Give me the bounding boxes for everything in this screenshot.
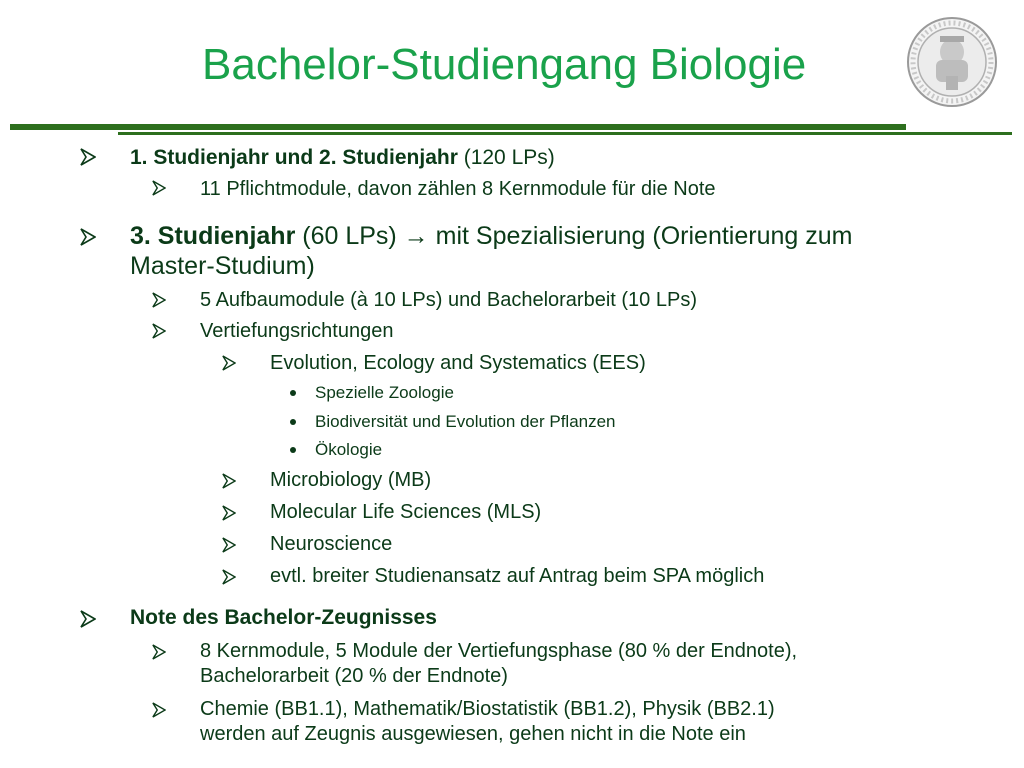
arrowhead-bullet-icon [152, 644, 166, 660]
list-item: Vertiefungsrichtungen [200, 320, 394, 342]
list-item-bold: 3. Studienjahr [130, 222, 296, 250]
arrowhead-bullet-icon [80, 228, 96, 246]
list-item: Spezielle Zoologie [315, 383, 454, 402]
bullet-dot-icon [290, 447, 296, 453]
list-item-continuation: werden auf Zeugnis ausgewiesen, gehen nicht in die Note ein [200, 723, 746, 745]
list-item-continuation: Bachelorarbeit (20 % der Endnote) [200, 665, 508, 687]
list-item-text: (60 LPs) → mit Spezialisierung (Orientierung zum [295, 222, 853, 250]
list-item: Microbiology (MB) [270, 469, 432, 491]
list-item: Neuroscience [270, 533, 393, 555]
header-rule-thick [10, 124, 906, 130]
arrowhead-bullet-icon [222, 473, 236, 489]
list-item-bold: 1. Studienjahr und 2. Studienjahr [130, 146, 458, 169]
list-item: 5 Aufbaumodule (à 10 LPs) und Bachelorarbeit (10 LPs) [200, 289, 697, 311]
arrowhead-bullet-icon [152, 180, 166, 196]
list-item [130, 222, 852, 251]
list-item-text: (120 LPs) [457, 146, 555, 169]
list-item: 8 Kernmodule, 5 Module der Vertiefungsphase (80 % der Endnote), [200, 640, 798, 662]
arrowhead-bullet-icon [80, 148, 96, 166]
list-item: Note des Bachelor-Zeugnisses [130, 606, 437, 629]
list-item: Evolution, Ecology and Systematics (EES) [270, 352, 646, 374]
arrowhead-bullet-icon [152, 292, 166, 308]
list-item-continuation: Master-Studium) [130, 252, 315, 280]
arrowhead-bullet-icon [222, 537, 236, 553]
header-rule-thin [118, 132, 1012, 135]
list-item [130, 146, 555, 170]
page-title: Bachelor-Studiengang Biologie [202, 40, 807, 89]
list-item: Chemie (BB1.1), Mathematik/Biostatistik (BB1.2), Physik (BB2.1) [200, 698, 775, 720]
arrowhead-bullet-icon [152, 323, 166, 339]
list-item: 11 Pflichtmodule, davon zählen 8 Kernmodule für die Note [200, 178, 716, 200]
arrowhead-bullet-icon [222, 355, 236, 371]
arrowhead-bullet-icon [222, 569, 236, 585]
university-seal-icon [906, 16, 998, 108]
list-item: evtl. breiter Studienansatz auf Antrag beim SPA möglich [270, 565, 765, 587]
arrowhead-bullet-icon [80, 610, 96, 628]
arrowhead-bullet-icon [222, 505, 236, 521]
bullet-dot-icon [290, 390, 296, 396]
list-item: Molecular Life Sciences (MLS) [270, 501, 542, 523]
arrowhead-bullet-icon [152, 702, 166, 718]
bullet-dot-icon [290, 419, 296, 425]
list-item: Biodiversität und Evolution der Pflanzen [315, 412, 616, 431]
list-item: Ökologie [315, 440, 383, 459]
